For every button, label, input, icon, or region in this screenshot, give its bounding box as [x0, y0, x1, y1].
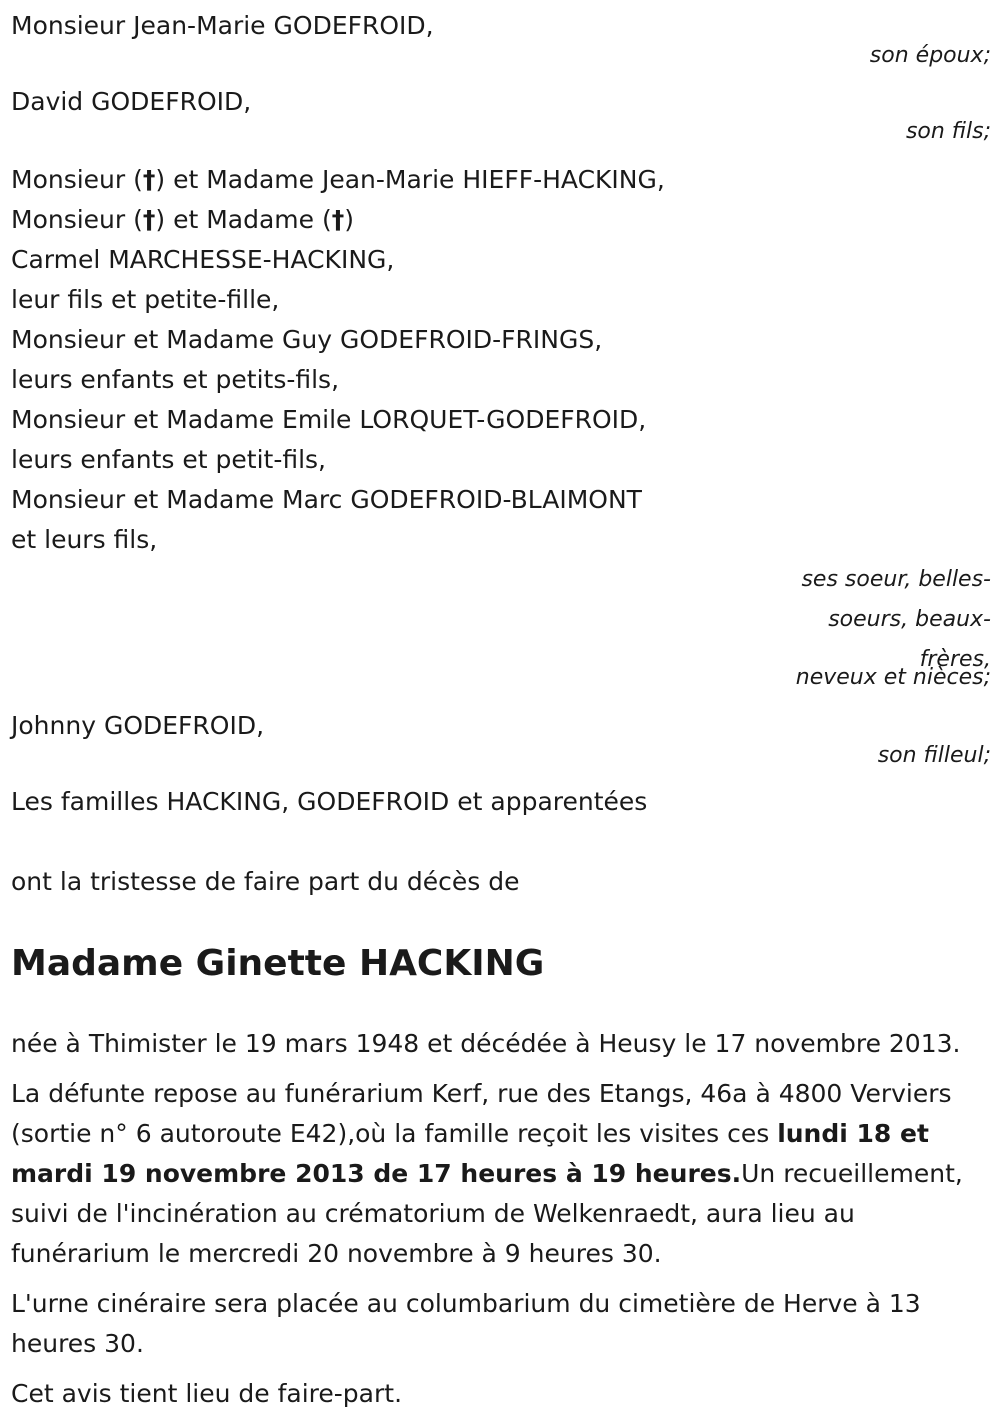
cross-icon: †: [331, 205, 345, 234]
family-member-son: David GODEFROID,: [11, 87, 252, 116]
role-son: son fils;: [905, 119, 991, 144]
sibling-line: leur fils et petite-fille,: [11, 285, 280, 314]
cross-icon: †: [142, 205, 156, 234]
sibling-line: Monsieur (†) et Madame Jean-Marie HIEFF-HACKING,: [11, 160, 991, 200]
sibling-line: Monsieur et Madame Marc GODEFROID-BLAIMONT: [11, 485, 642, 514]
repose-paragraph: La défunte repose au funérarium Kerf, rue des Etangs, 46a à 4800 Verviers (sortie n° 6 autoroute E42),où la famille reçoit les visites ces lundi 18 et mardi 19 novembre 2013 de 17 heures à 19 heures.Un recueillement, suivi de l'incinération au crématorium de Welkenraedt, aura lieu au funérarium le mercredi 20 novembre à 9 heures 30.: [11, 1079, 963, 1268]
role-siblings: ses soeur, belles-soeurs, beaux-frères,: [801, 567, 991, 672]
families-line: Les familles HACKING, GODEFROID et apparentées: [11, 787, 648, 816]
sibling-line: Monsieur et Madame Emile LORQUET-GODEFROID,: [11, 405, 647, 434]
sibling-line: et leurs fils,: [11, 525, 158, 554]
sibling-line: Monsieur et Madame Guy GODEFROID-FRINGS,: [11, 325, 603, 354]
cross-icon: †: [142, 165, 156, 194]
family-member-godson: Johnny GODEFROID,: [11, 711, 265, 740]
closing-line: Cet avis tient lieu de faire-part.: [11, 1379, 403, 1408]
sibling-line: Carmel MARCHESSE-HACKING,: [11, 245, 395, 274]
role-nephews: neveux et nièces;: [795, 665, 991, 690]
deceased-name: Madame Ginette HACKING: [11, 943, 545, 984]
sibling-line: leurs enfants et petit-fils,: [11, 445, 327, 474]
role-godson: son filleul;: [877, 743, 991, 768]
sibling-line: leurs enfants et petits-fils,: [11, 365, 340, 394]
role-husband: son époux;: [869, 43, 991, 68]
siblings-block: [11, 160, 991, 560]
urn-paragraph: L'urne cinéraire sera placée au columbarium du cimetière de Herve à 13 heures 30.: [11, 1289, 921, 1358]
family-member-husband: Monsieur Jean-Marie GODEFROID,: [11, 11, 434, 40]
obituary-notice: [11, 0, 991, 1414]
announcement: ont la tristesse de faire part du décès de: [11, 867, 520, 896]
birth-death-paragraph: née à Thimister le 19 mars 1948 et décédée à Heusy le 17 novembre 2013.: [11, 1029, 961, 1058]
visit-hours: lundi 18 et mardi 19 novembre 2013 de 17 heures à 19 heures.: [11, 1119, 929, 1188]
sibling-line: Monsieur (†) et Madame (†): [11, 200, 991, 240]
